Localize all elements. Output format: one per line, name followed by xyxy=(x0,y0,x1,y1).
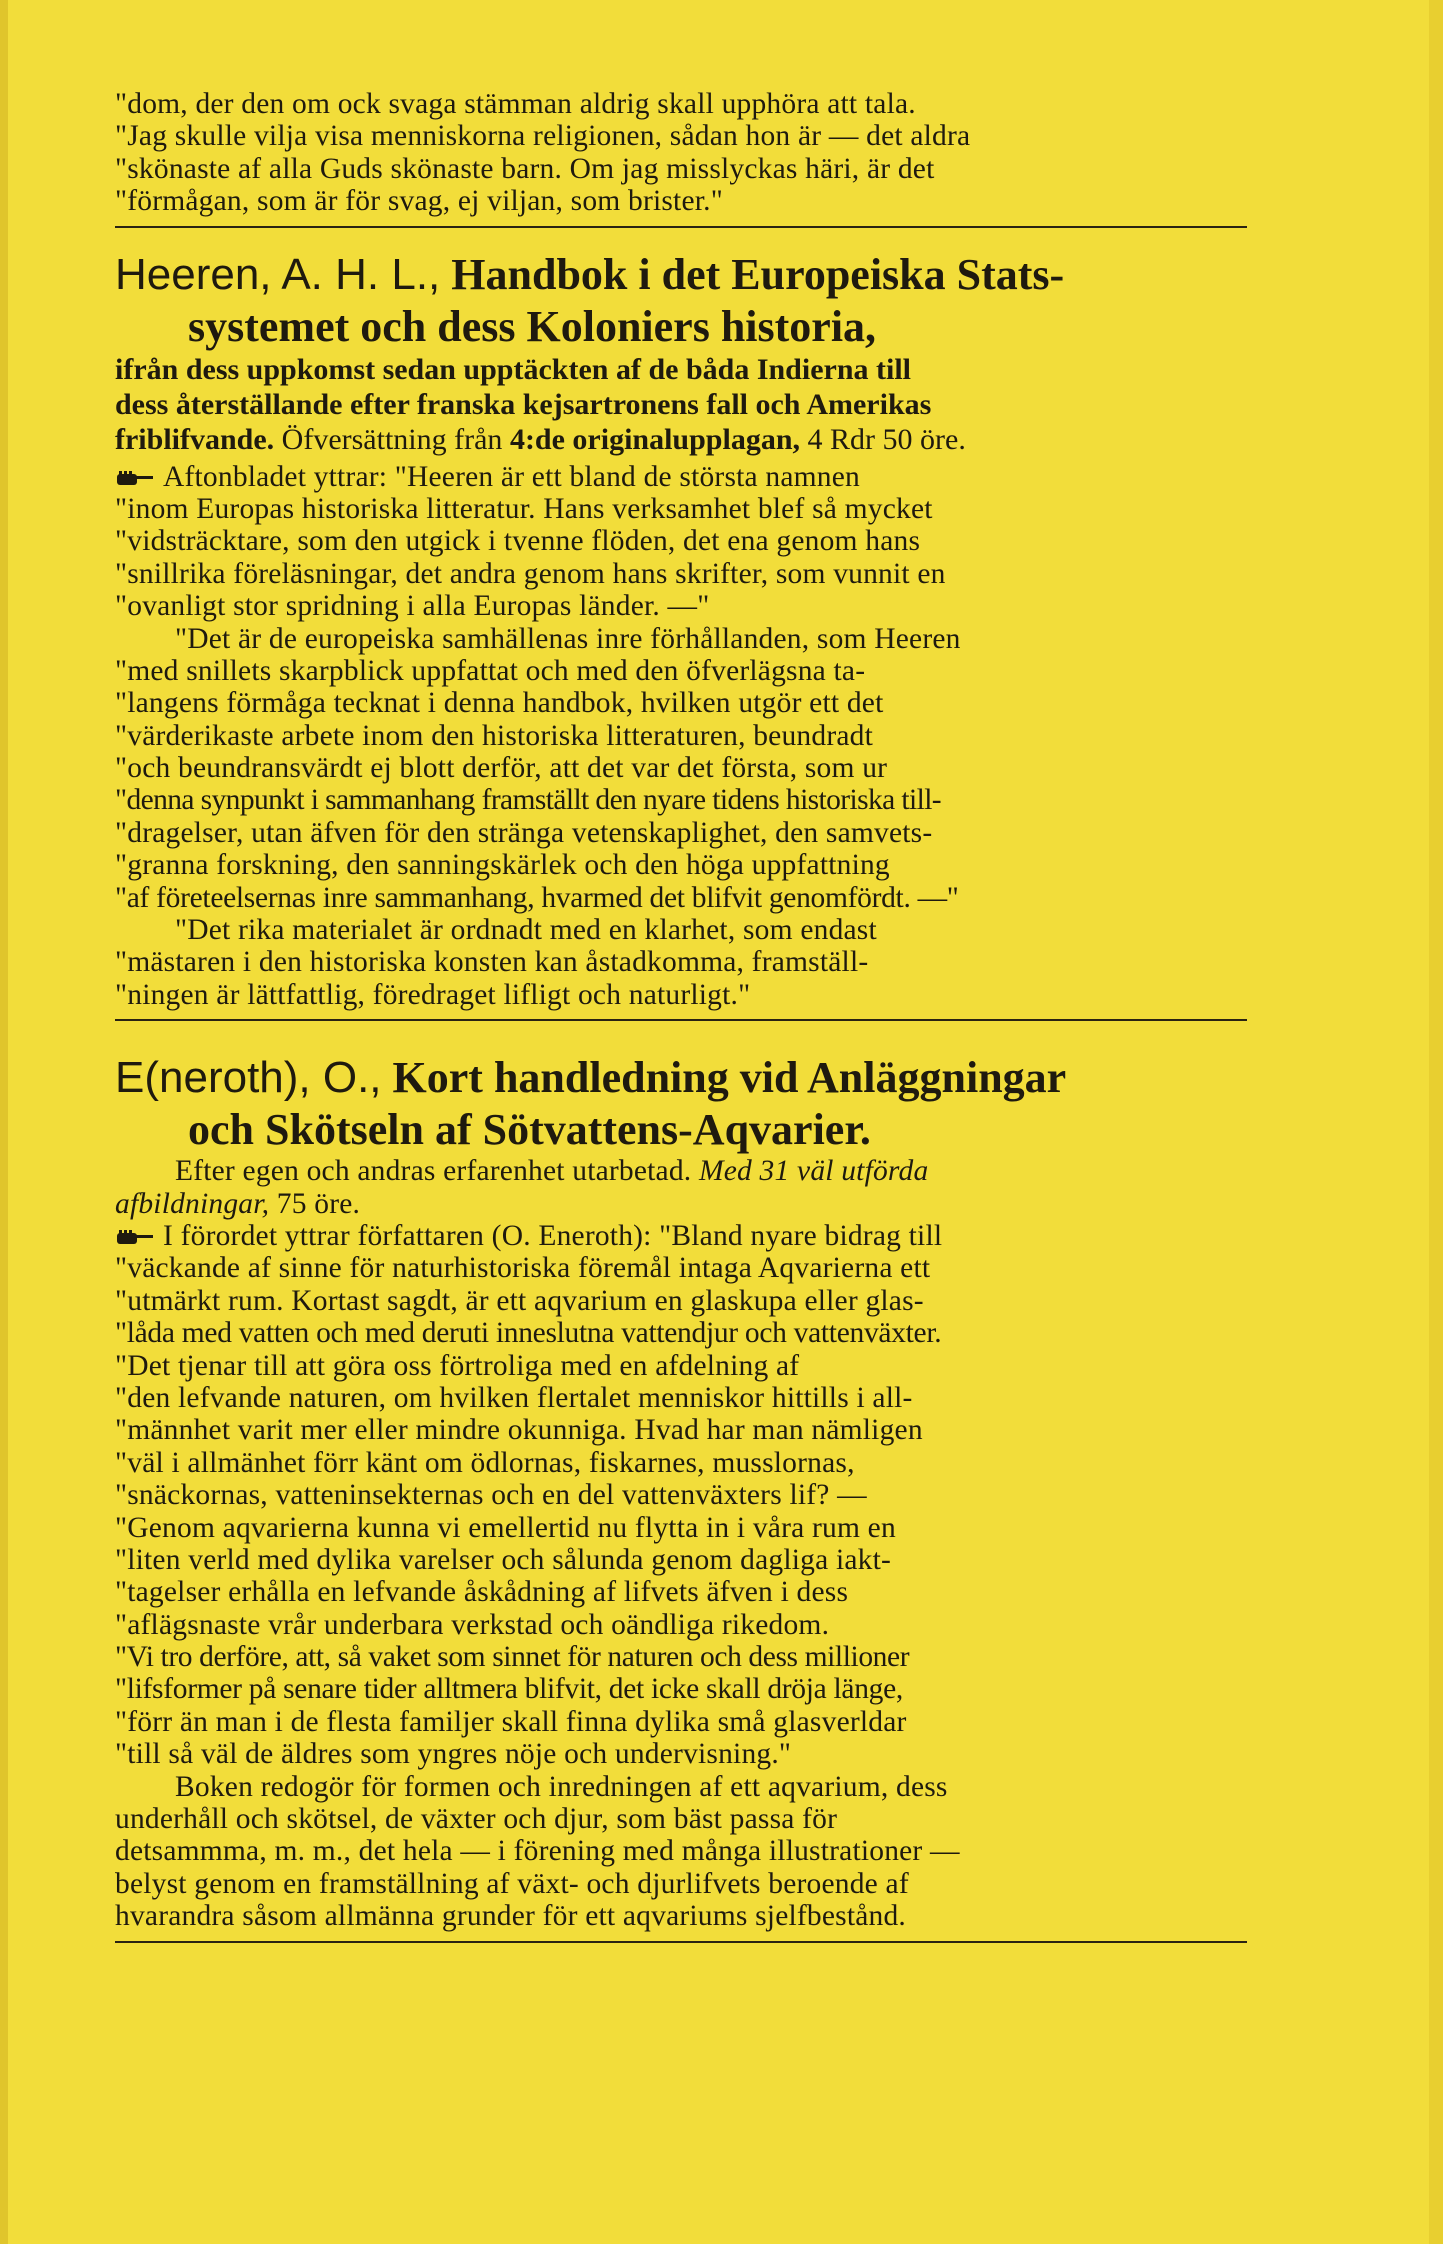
review-line: "mästaren i den historiska konsten kan åstadkomma, framställ- xyxy=(115,946,869,979)
entry-title xyxy=(115,248,1247,302)
review-line: "Genom aqvarierna kunna vi emellertid nu flytta in i våra rum en xyxy=(115,1511,896,1544)
entry-author: E(neroth), O., xyxy=(115,1053,382,1103)
review-line-first xyxy=(115,461,1247,493)
review-line: "männhet varit mer eller mindre okunniga. Hvad har man nämligen xyxy=(115,1414,923,1447)
page xyxy=(115,88,1247,1943)
review-line: "lifsformer på senare tider alltmera blifvit, det icke skall dröja länge, xyxy=(115,1673,903,1706)
review-line: "denna synpunkt i sammanhang framställt den nyare tidens historiska till- xyxy=(115,784,942,817)
review-line: "och beundransvärdt ej blott derför, att det var det första, som ur xyxy=(115,752,888,785)
entry-title-main: Handbok i det Europeiska Stats- xyxy=(440,249,1065,299)
entry-title-cont: systemet och dess Koloniers historia, xyxy=(188,301,877,351)
intro-quote xyxy=(115,88,1247,218)
subtitle-italic: afbildningar, xyxy=(115,1187,270,1220)
subtitle-translation: Öfversättning från xyxy=(274,422,510,456)
review-line: "langens förmåga tecknat i denna handbok, hvilken utgör ett det xyxy=(115,687,884,720)
entry-heeren xyxy=(115,248,1247,1012)
entry-title-main: Kort handledning vid Anläggningar xyxy=(381,1053,1067,1103)
entry-subtitle-line xyxy=(115,1188,1247,1220)
review-line: "ovanligt stor spridning i alla Europas länder. —" xyxy=(115,590,710,623)
entry-subtitle-last xyxy=(115,422,1247,457)
subtitle-italic: Med 31 väl utförda xyxy=(698,1155,929,1188)
review-line: "inom Europas historiska litteratur. Hans verksamhet blef så mycket xyxy=(115,492,933,525)
review-line: hvarandra såsom allmänna grunder för ett aqvariums sjelfbestånd. xyxy=(115,1900,907,1933)
intro-line: "skönaste af alla Guds skönaste barn. Om jag misslyckas häri, är det xyxy=(115,152,935,185)
entry-author: Heeren, A. H. L., xyxy=(115,249,441,299)
review-line: "aflägsnaste vrår underbara verkstad och oändliga rikedom. xyxy=(115,1608,830,1641)
review-line-first xyxy=(115,1220,1247,1252)
review-text: Aftonbladet yttrar: "Heeren är ett bland de största namnen xyxy=(163,460,860,493)
subtitle-price: 75 öre. xyxy=(269,1187,361,1220)
review-line: underhåll och skötsel, de växter och djur, som bäst passa för xyxy=(115,1803,838,1836)
subtitle-text: Efter egen och andras erfarenhet utarbetad. xyxy=(175,1155,699,1188)
review-line: "af företeelsernas inre sammanhang, hvarmed det blifvit genomfördt. —" xyxy=(115,881,959,914)
divider xyxy=(115,1941,1247,1943)
divider xyxy=(115,1019,1247,1021)
entry-subtitle-line xyxy=(115,1155,1247,1187)
review-line: "till så väl de äldres som yngres nöje och undervisning." xyxy=(115,1738,792,1771)
page-edge-right xyxy=(1429,0,1443,2244)
divider xyxy=(115,226,1247,228)
review-line: "vidsträcktare, som den utgick i tvenne flöden, det ena genom hans xyxy=(115,525,921,558)
review xyxy=(115,461,1247,1012)
review-line: "Vi tro derföre, att, så vaket som sinnet för naturen och dess millioner xyxy=(115,1641,910,1674)
intro-line: "Jag skulle vilja visa menniskorna religionen, sådan hon är — det aldra xyxy=(115,120,971,153)
review-line: "med snillets skarpblick uppfattat och med den öfverlägsna ta- xyxy=(115,654,866,687)
subtitle-end-bold: friblifvande. xyxy=(115,422,275,456)
review-line: "tagelser erhålla en lefvande åskådning af lifvets äfven i dess xyxy=(115,1576,849,1609)
entry-title xyxy=(115,1051,1247,1105)
review-line: "väl i allmänhet förr känt om ödlornas, fiskarnes, musslornas, xyxy=(115,1446,855,1479)
pointing-hand-icon xyxy=(115,1229,155,1247)
review-line: "utmärkt rum. Kortast sagdt, är ett aqvarium en glaskupa eller glas- xyxy=(115,1284,924,1317)
entry-subtitle-line: ifrån dess uppkomst sedan upptäckten af de båda Indierna till xyxy=(115,352,912,386)
review-line: "den lefvande naturen, om hvilken flertalet menniskor hittills i all- xyxy=(115,1381,913,1414)
review-line: "snillrika föreläsningar, det andra genom hans skrifter, som vunnit en xyxy=(115,557,946,590)
review-line: "snäckornas, vatteninsekternas och en del vattenväxters lif? — xyxy=(115,1479,867,1512)
review-line: "Det rika materialet är ordnadt med en klarhet, som endast xyxy=(175,914,877,947)
subtitle-price: 4 Rdr 50 öre. xyxy=(800,422,966,456)
entry-subtitle-line: dess återställande efter franska kejsartronens fall och Amerikas xyxy=(115,387,932,421)
review-line: "Det tjenar till att göra oss förtroliga med en afdelning af xyxy=(115,1349,800,1382)
review-line: "liten verld med dylika varelser och sålunda genom dagliga iakt- xyxy=(115,1543,892,1576)
review-line: "värderikaste arbete inom den historiska litteraturen, beundradt xyxy=(115,719,873,752)
review-line: "låda med vatten och med deruti inneslutna vattendjur och vattenväxter. xyxy=(115,1317,942,1350)
entry-eneroth xyxy=(115,1051,1247,1932)
entry-title-cont: och Skötseln af Sötvattens-Aqvarier. xyxy=(188,1105,871,1155)
page-edge-left xyxy=(0,0,8,2244)
pointing-hand-icon xyxy=(115,470,155,488)
review-line: detsammma, m. m., det hela — i förening med många illustrationer — xyxy=(115,1835,960,1868)
review-text: I förordet yttrar författaren (O. Eneroth): "Bland nyare bidrag till xyxy=(163,1219,943,1252)
review-line: "väckande af sinne för naturhistoriska föremål intaga Aqvarierna ett xyxy=(115,1252,931,1285)
review-line: "ningen är lättfattlig, föredraget lifligt och naturligt." xyxy=(115,978,751,1011)
subtitle-edition: 4:de originalupplagan, xyxy=(509,422,801,456)
intro-line: "förmågan, som är för svag, ej viljan, som brister." xyxy=(115,185,723,218)
review-line: "förr än man i de flesta familjer skall finna dylika små glasverldar xyxy=(115,1705,907,1738)
review-line: Boken redogör för formen och inredningen af ett aqvarium, dess xyxy=(175,1770,948,1803)
intro-line: "dom, der den om ock svaga stämman aldrig skall upphöra att tala. xyxy=(115,88,916,120)
review xyxy=(115,1220,1247,1933)
review-line: "Det är de europeiska samhällenas inre förhållanden, som Heeren xyxy=(175,622,961,655)
review-line: "granna forskning, den sanningskärlek och den höga uppfattning xyxy=(115,849,890,882)
review-line: "dragelser, utan äfven för den stränga vetenskaplighet, den samvets- xyxy=(115,816,933,849)
review-line: belyst genom en framställning af växt- och djurlifvets beroende af xyxy=(115,1867,909,1900)
